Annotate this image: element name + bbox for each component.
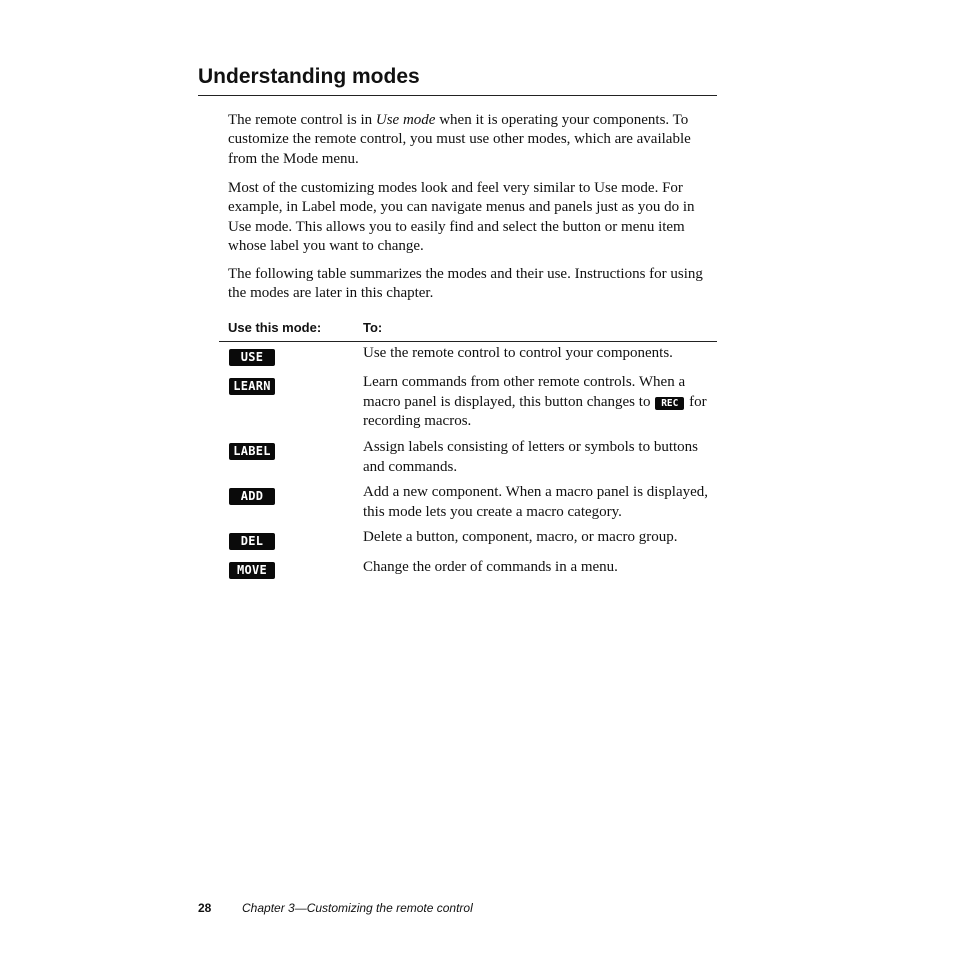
rec-mode-button: REC	[655, 397, 684, 410]
learn-desc-text: Learn commands from other remote controls. When a macro panel is displayed, this button changes to	[363, 374, 686, 410]
learn-mode-description	[363, 373, 715, 432]
intro-p1-text: The remote control is in	[228, 112, 376, 128]
del-mode-button: DEL	[229, 533, 275, 550]
learn-desc-text-cont: for recording macros.	[363, 393, 707, 429]
intro-p1-text-cont: when it is operating your components. To customize the remote control, you must use other modes, which are available from the Mode menu.	[228, 112, 691, 167]
use-mode-description: Use the remote control to control your components.	[363, 345, 673, 361]
intro-paragraph-2: Most of the customizing modes look and feel very similar to Use mode. For example, in Label mode, you can navigate menus and panels just as you do in Use mode. This allows you to easily find and select the button or menu item whose label you want to change.	[228, 180, 695, 254]
label-mode-description: Assign labels consisting of letters or symbols to buttons and commands.	[363, 439, 698, 475]
title-divider	[198, 95, 717, 96]
page-number: 28	[198, 901, 212, 915]
del-mode-description: Delete a button, component, macro, or macro group.	[363, 529, 678, 545]
move-mode-button: MOVE	[229, 562, 275, 579]
intro-paragraph-1	[228, 111, 720, 169]
label-mode-button: LABEL	[229, 443, 275, 460]
move-mode-description: Change the order of commands in a menu.	[363, 559, 618, 575]
chapter-footer: Chapter 3—Customizing the remote control	[242, 901, 473, 915]
use-mode-button: USE	[229, 349, 275, 366]
table-header-purpose: To:	[363, 320, 383, 335]
add-mode-description: Add a new component. When a macro panel is displayed, this mode lets you create a macro category.	[363, 484, 709, 520]
page-title: Understanding modes	[198, 65, 420, 88]
learn-mode-button: LEARN	[229, 378, 275, 395]
intro-paragraph-3: The following table summarizes the modes and their use. Instructions for using the modes are later in this chapter.	[228, 266, 703, 302]
use-mode-emphasis: Use mode	[375, 112, 436, 128]
add-mode-button: ADD	[229, 488, 275, 505]
table-header-divider	[219, 341, 717, 342]
table-header-mode: Use this mode:	[228, 320, 322, 335]
